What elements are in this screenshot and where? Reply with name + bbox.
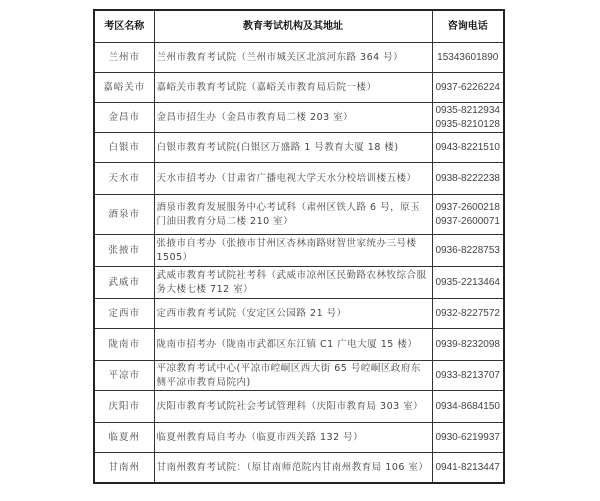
address-cell: 临夏州教育局自考办（临夏市西关路 132 号） xyxy=(154,423,432,453)
table-row xyxy=(94,73,504,103)
phone-cell xyxy=(432,73,504,103)
address-cell: 张掖市自考办（张掖市甘州区杏林南路财智世家统办三号楼 1505） xyxy=(154,235,432,267)
address-cell: 天水市招考办（甘肃省广播电视大学天水分校培训楼五楼） xyxy=(154,163,432,195)
address-cell: 金昌市招生办（金昌市教育局二楼 203 室） xyxy=(154,103,432,133)
table-row xyxy=(94,453,504,484)
phone-cell xyxy=(432,133,504,163)
address-cell: 甘南州教育考试院：（原甘南师范院内甘南州教育局 106 室） xyxy=(154,453,432,484)
exam-office-table xyxy=(93,9,505,484)
address-cell: 白银市教育考试院(白银区万盛路 1 号教育大厦 18 楼) xyxy=(154,133,432,163)
region-cell: 甘南州 xyxy=(94,453,154,484)
phone-number: 0939-8232098 xyxy=(435,338,500,350)
header-region: 考区名称 xyxy=(94,10,154,43)
phone-cell xyxy=(432,423,504,453)
exam-office-table-container xyxy=(93,9,503,484)
header-phone: 咨询电话 xyxy=(432,10,504,43)
region-cell: 白银市 xyxy=(94,133,154,163)
region-cell: 平凉市 xyxy=(94,361,154,391)
region-cell: 金昌市 xyxy=(94,103,154,133)
region-cell: 酒泉市 xyxy=(94,195,154,235)
phone-number: 0937-2600071 xyxy=(435,215,500,227)
table-row xyxy=(94,133,504,163)
region-cell: 天水市 xyxy=(94,163,154,195)
table-row xyxy=(94,423,504,453)
phone-cell xyxy=(432,43,504,73)
phone-number: 0937-6226224 xyxy=(435,81,500,93)
region-cell: 张掖市 xyxy=(94,235,154,267)
table-row xyxy=(94,235,504,267)
phone-cell xyxy=(432,391,504,423)
table-header-row xyxy=(94,10,504,43)
address-cell: 定西市教育考试院（安定区公园路 21 号） xyxy=(154,299,432,329)
phone-number: 0930-6219937 xyxy=(435,431,500,443)
address-cell: 平凉教育考试中心(平凉市崆峒区西大街 65 号崆峒区政府东侧平凉市教育局院内) xyxy=(154,361,432,391)
region-cell: 嘉峪关市 xyxy=(94,73,154,103)
table-row xyxy=(94,195,504,235)
table-row xyxy=(94,329,504,361)
address-cell: 嘉峪关市教育考试院（嘉峪关市教育局后院一楼） xyxy=(154,73,432,103)
table-row xyxy=(94,43,504,73)
table-row xyxy=(94,163,504,195)
phone-cell xyxy=(432,329,504,361)
phone-number: 0941-8213447 xyxy=(435,461,500,473)
phone-number: 0938-8222238 xyxy=(435,172,500,184)
header-address: 教育考试机构及其地址 xyxy=(154,10,432,43)
table-row xyxy=(94,391,504,423)
address-cell: 庆阳市教育考试院社会考试管理科（庆阳市教育局 303 室） xyxy=(154,391,432,423)
phone-cell xyxy=(432,453,504,484)
phone-number: 0932-8227572 xyxy=(435,307,500,319)
region-cell: 临夏州 xyxy=(94,423,154,453)
phone-number: 0934-8684150 xyxy=(435,400,500,412)
region-cell: 庆阳市 xyxy=(94,391,154,423)
phone-cell xyxy=(432,235,504,267)
address-cell: 武威市教育考试院社考科（武威市凉州区民勤路农林牧综合服务大楼七楼 712 室） xyxy=(154,267,432,299)
phone-cell xyxy=(432,361,504,391)
address-cell: 酒泉市教育发展服务中心考试科（肃州区铁人路 6 号，原玉门油田教育分局二楼 210 室） xyxy=(154,195,432,235)
phone-number: 0943-8221510 xyxy=(435,141,500,153)
phone-number: 0935-8212934 xyxy=(435,104,500,116)
table-row xyxy=(94,267,504,299)
region-cell: 定西市 xyxy=(94,299,154,329)
phone-number: 0935-8210128 xyxy=(435,118,500,130)
phone-number: 0937-2600218 xyxy=(435,201,500,213)
phone-cell xyxy=(432,267,504,299)
phone-cell xyxy=(432,103,504,133)
table-row xyxy=(94,361,504,391)
address-cell: 陇南市招考办（陇南市武都区东江镇 C1 广电大厦 15 楼） xyxy=(154,329,432,361)
phone-number: 0936-8228753 xyxy=(435,244,500,256)
phone-number: 0933-8213707 xyxy=(435,369,500,381)
address-cell: 兰州市教育考试院（兰州市城关区北滨河东路 364 号） xyxy=(154,43,432,73)
region-cell: 兰州市 xyxy=(94,43,154,73)
phone-cell xyxy=(432,195,504,235)
table-row xyxy=(94,299,504,329)
region-cell: 武威市 xyxy=(94,267,154,299)
phone-number: 15343601890 xyxy=(437,51,499,63)
phone-cell xyxy=(432,163,504,195)
table-row xyxy=(94,103,504,133)
phone-number: 0935-2213464 xyxy=(435,276,500,288)
phone-cell xyxy=(432,299,504,329)
region-cell: 陇南市 xyxy=(94,329,154,361)
